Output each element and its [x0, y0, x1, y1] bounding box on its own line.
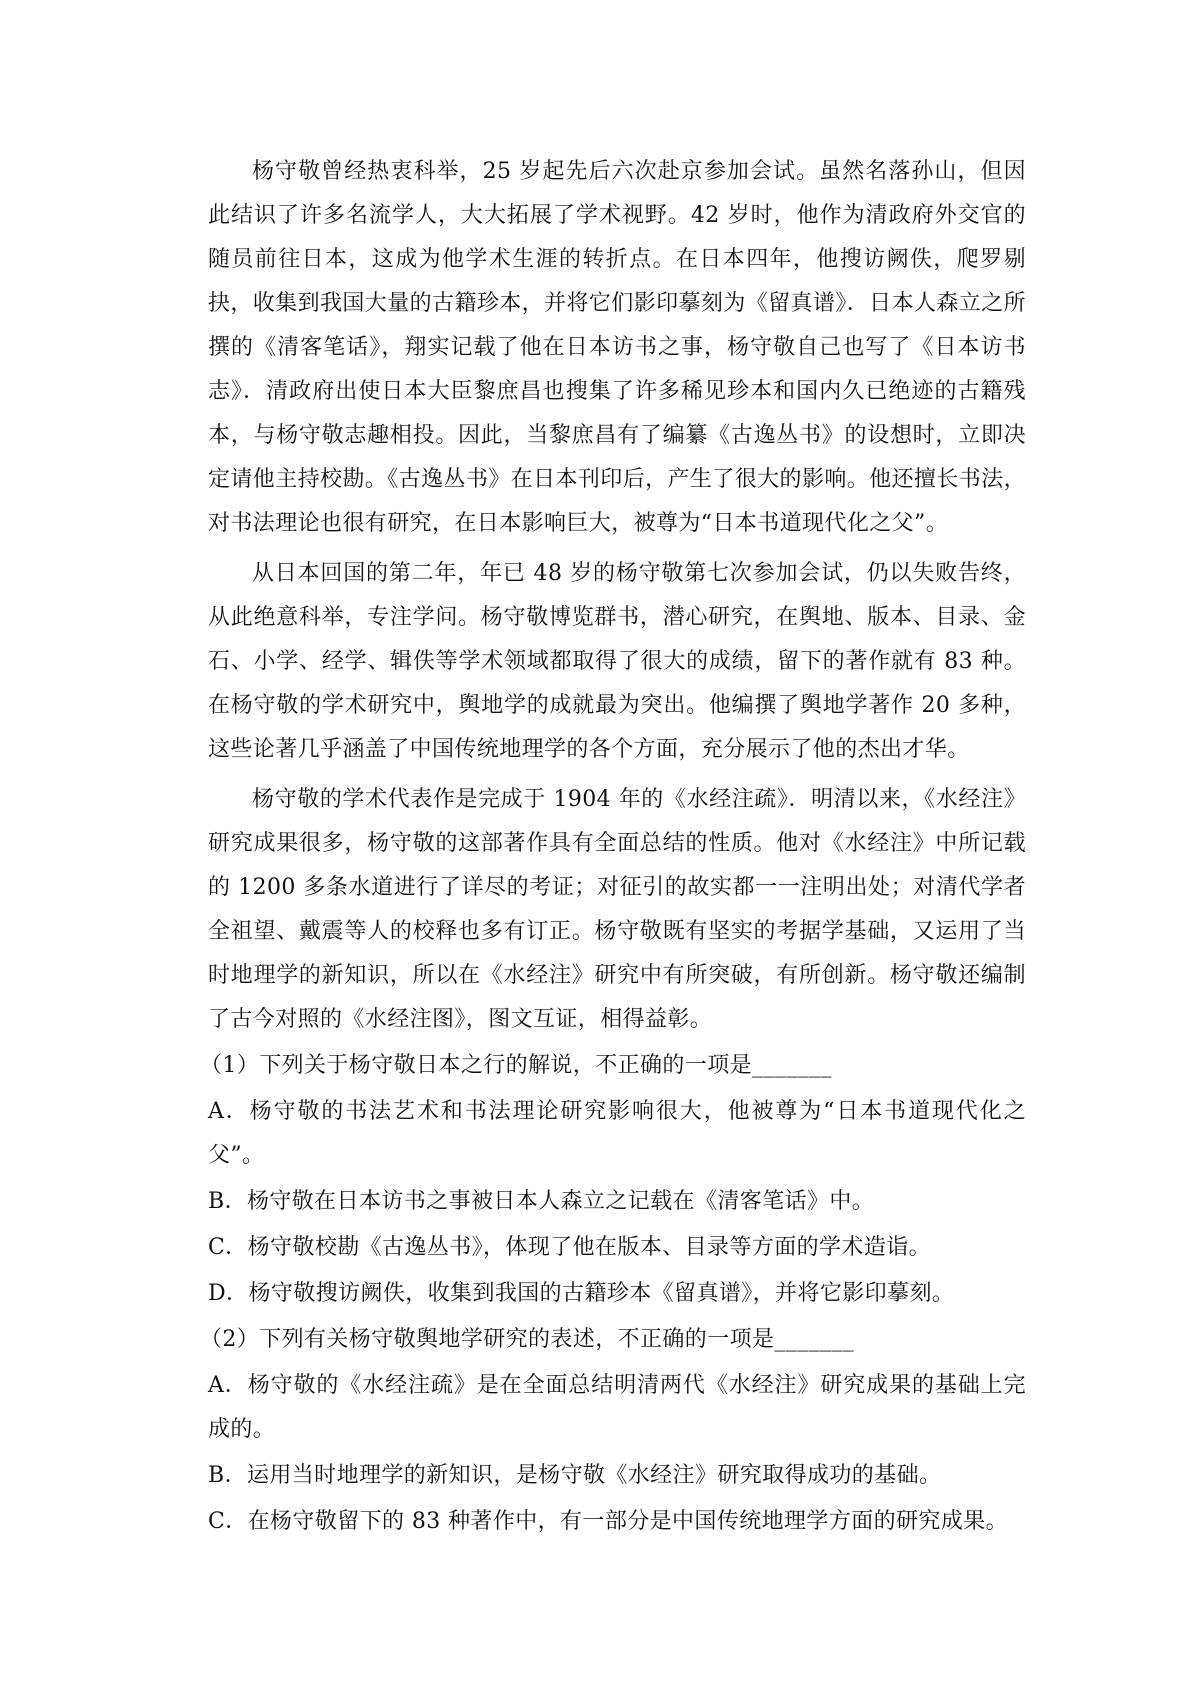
question-2-option-b: B．运用当时地理学的新知识，是杨守敬《水经注》研究取得成功的基础。 [208, 1463, 942, 1488]
paragraph-1: 杨守敬曾经热衷科举，25 岁起先后六次赴京参加会试。虽然名落孙山，但因此结识了许多名流学人，大大拓展了学术视野。42 岁时，他作为清政府外交官的随员前往日本，这成为他学术生涯的转折点。在日本四年，他搜访阙佚，爬罗剔抉，收集到我国大量的古籍珍本，并将它们影印摹刻为《留真谱》．日本人森立之所撰的《清客笔话》，翔实记载了他在日本访书之事，杨守敬自己也写了《日本访书志》．清政府出使日本大臣黎庶昌也搜集了许多稀见珍本和国内久已绝迹的古籍残本，与杨守敬志趣相投。因此，当黎庶昌有了编纂《古逸丛书》的设想时，立即决定请他主持校勘。《古逸丛书》在日本刊印后，产生了很大的影响。他还擅长书法，对书法理论也很有研究，在日本影响巨大，被尊为“日本书道现代化之父”。 [208, 159, 1026, 536]
paragraph-2: 从日本回国的第二年，年已 48 岁的杨守敬第七次参加会试，仍以失败告终，从此绝意科举，专注学问。杨守敬博览群书，潜心研究，在舆地、版本、目录、金石、小学、经学、辑佚等学术领域都取得了很大的成绩，留下的著作就有 83 种。在杨守敬的学术研究中，舆地学的成就最为突出。他编撰了舆地学著作 20 多种，这些论著几乎涵盖了中国传统地理学的各个方面，充分展示了他的杰出才华。 [208, 561, 1026, 762]
question-1-option-b: B．杨守敬在日本访书之事被日本人森立之记载在《清客笔话》中。 [208, 1189, 875, 1214]
question-2-stem: （2）下列有关杨守敬舆地学研究的表述，不正确的一项是_______ [200, 1327, 855, 1352]
question-2-option-c: C．在杨守敬留下的 83 种著作中，有一部分是中国传统地理学方面的研究成果。 [208, 1509, 1009, 1534]
question-2-option-a: A．杨守敬的《水经注疏》是在全面总结明清两代《水经注》研究成果的基础上完成的。 [208, 1373, 1026, 1442]
question-1-option-a: A．杨守敬的书法艺术和书法理论研究影响很大，他被尊为“日本书道现代化之父”。 [208, 1099, 1026, 1168]
document-body [200, 150, 1026, 1544]
question-1-stem: （1）下列关于杨守敬日本之行的解说，不正确的一项是_______ [200, 1053, 832, 1078]
question-1-option-d: D．杨守敬搜访阙佚，收集到我国的古籍珍本《留真谱》，并将它影印摹刻。 [208, 1281, 955, 1306]
question-1-option-c: C．杨守敬校勘《古逸丛书》，体现了他在版本、目录等方面的学术造诣。 [208, 1235, 932, 1260]
paragraph-3: 杨守敬的学术代表作是完成于 1904 年的《水经注疏》．明清以来，《水经注》研究成果很多，杨守敬的这部著作具有全面总结的性质。他对《水经注》中所记载的 1200 多条水道进行了详尽的考证；对征引的故实都一一注明出处；对清代学者全祖望、戴震等人的校释也多有订正。杨守敬既有坚实的考据学基础，又运用了当时地理学的新知识，所以在《水经注》研究中有所突破，有所创新。杨守敬还编制了古今对照的《水经注图》，图文互证，相得益彰。 [208, 787, 1026, 1032]
